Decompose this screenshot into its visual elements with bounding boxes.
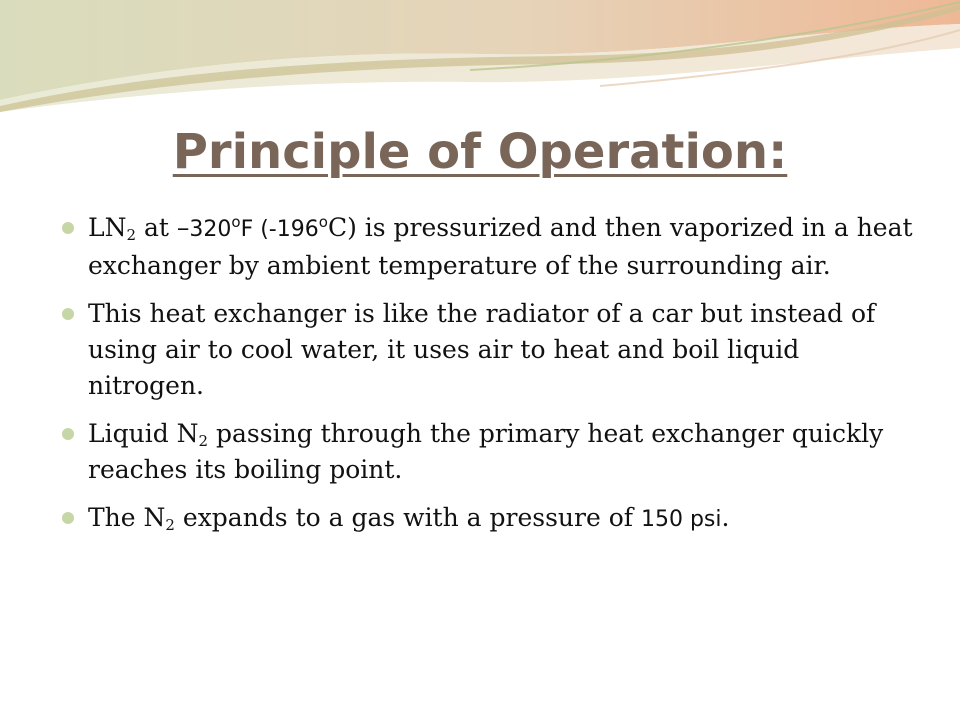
bullet-item <box>60 500 920 538</box>
bullet-item <box>60 416 920 488</box>
degree-superscript: o <box>231 213 241 231</box>
bullet-dot-icon <box>62 222 74 234</box>
bullet-dot-icon <box>62 512 74 524</box>
bullet-list <box>60 210 920 550</box>
bullet-item <box>60 210 920 284</box>
subscript: 2 <box>126 226 137 244</box>
slide-title: Principle of Operation: <box>172 124 788 180</box>
bullet-text: Liquid $N_2$ passing through the primary heat exchanger quickly reaches its boiling point. <box>88 419 884 484</box>
bullet-dot-icon <box>62 428 74 440</box>
bullet-text: This heat exchanger is like the radiator of a car but instead of using air to cool water, it uses air to heat and boil liquid nitrogen. <box>88 299 876 400</box>
bullet-text: The $N_2$ expands to a gas with a pressure of 150 psi. <box>88 503 730 534</box>
bullet-dot-icon <box>62 308 74 320</box>
bullet-item <box>60 296 920 404</box>
bullet-text: $LN_2$ at –320$^o$F (-196$^o$C) is pressurized and then vaporized in a heat exchanger by ambient temperature of the surrounding air. <box>88 213 913 280</box>
degree-superscript: o <box>318 213 328 231</box>
subscript: 2 <box>165 516 175 534</box>
subscript: 2 <box>198 432 209 450</box>
header-wave-decoration <box>0 0 960 130</box>
